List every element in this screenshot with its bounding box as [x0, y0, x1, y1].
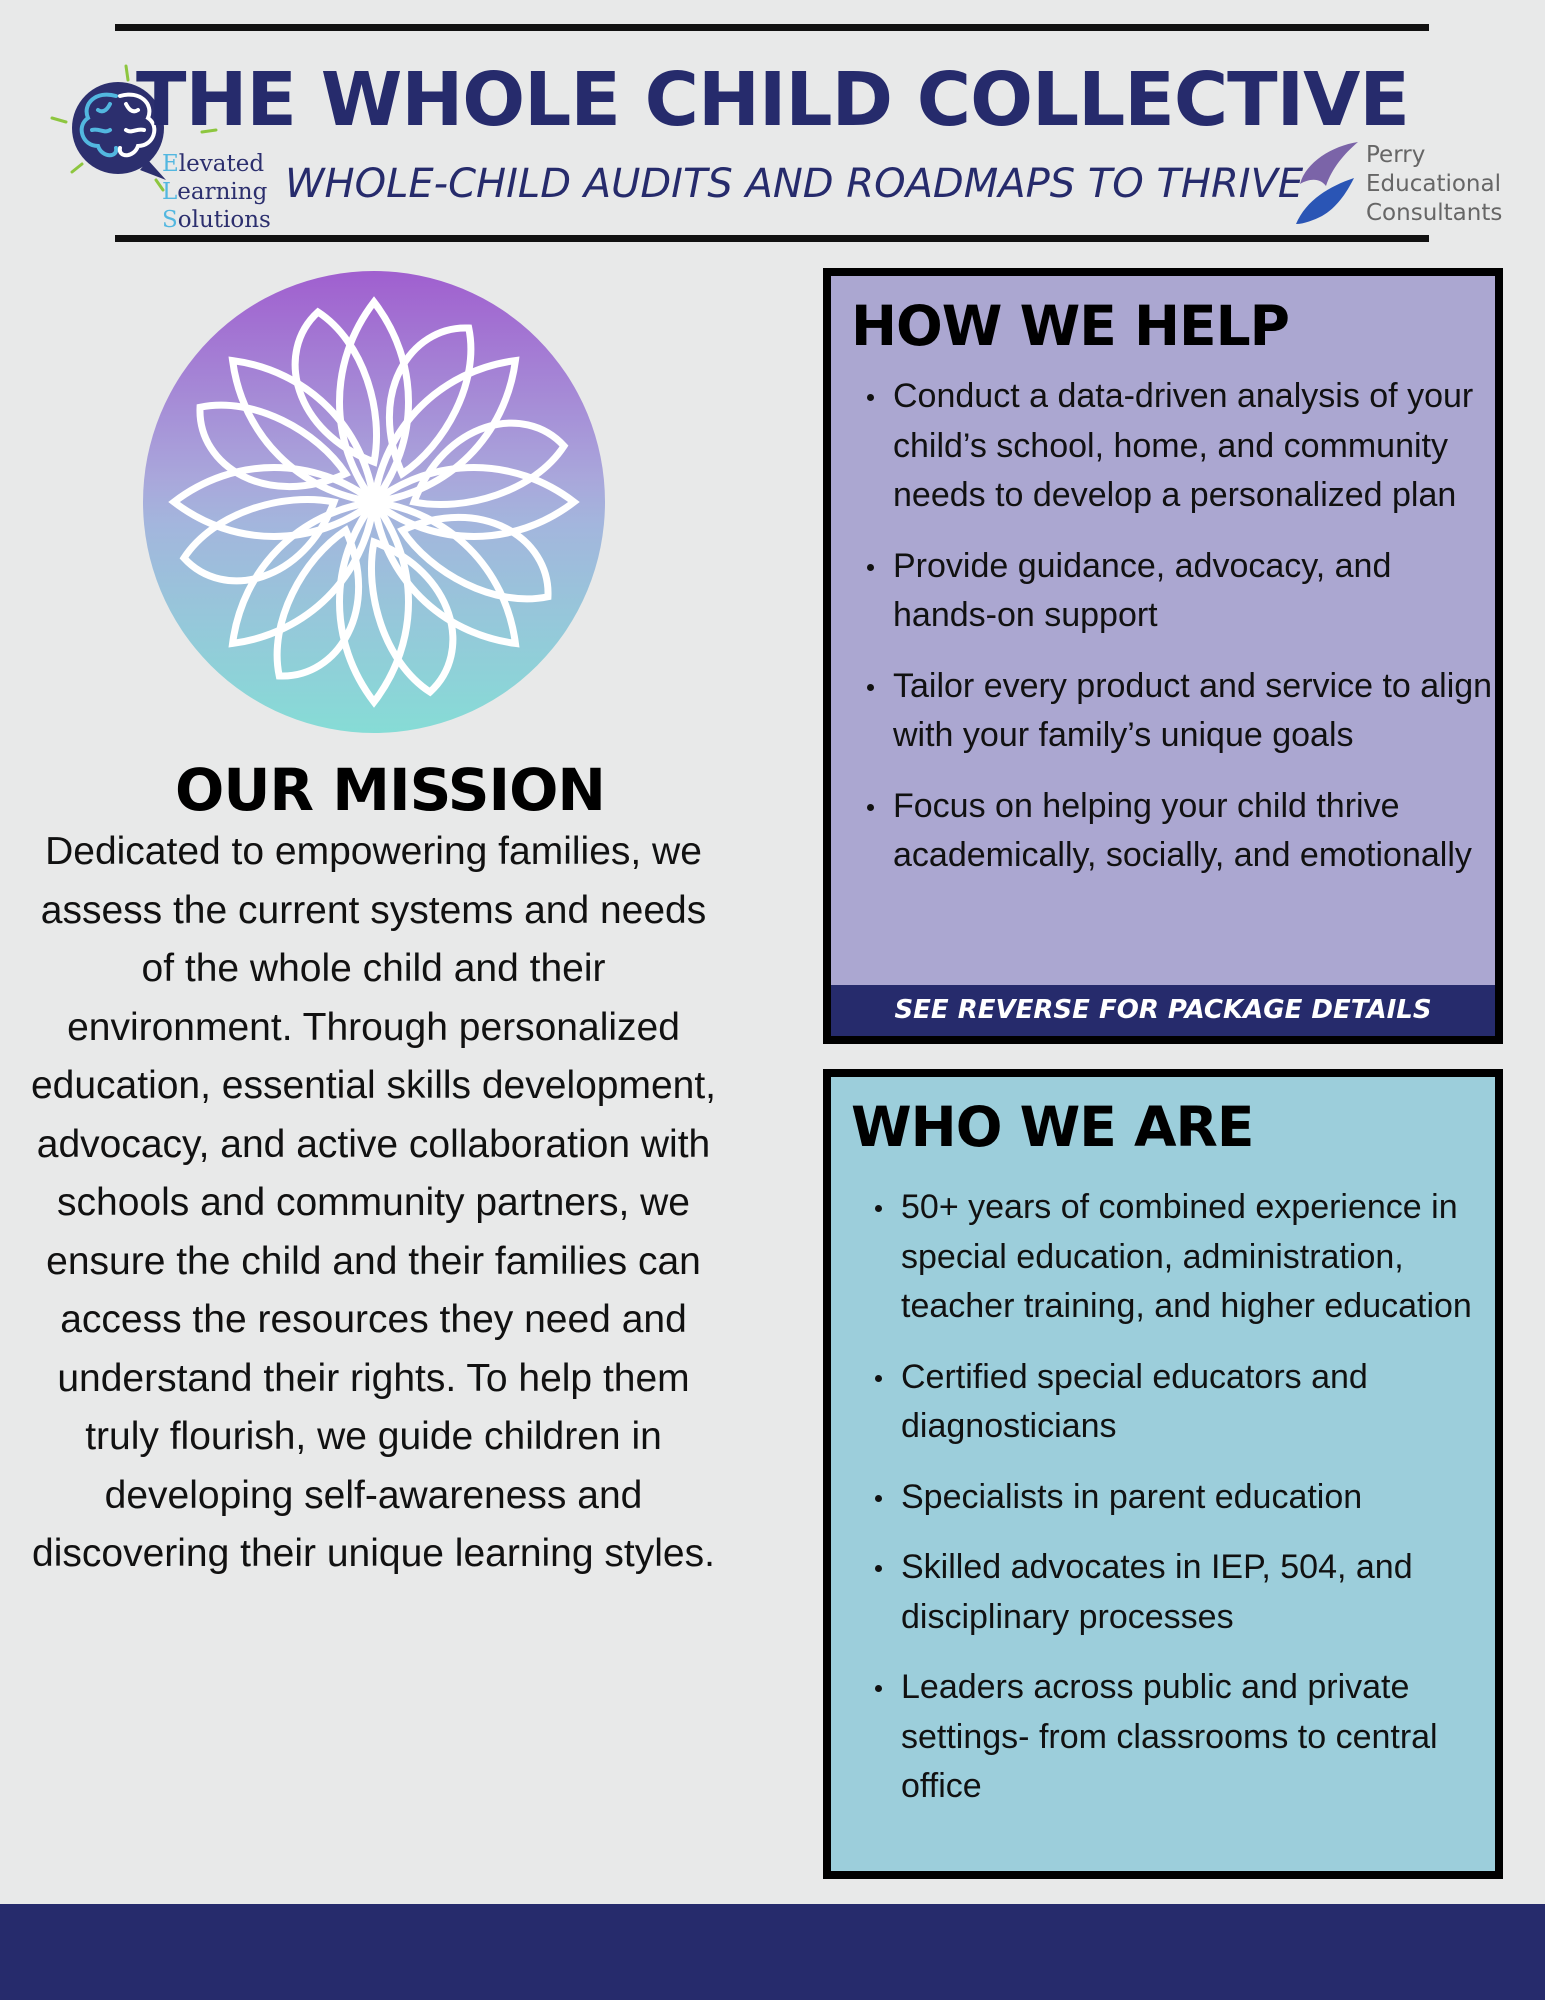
list-item: Provide guidance, advocacy, and hands-on support [893, 542, 1493, 641]
list-item: Tailor every product and service to align with your family’s unique goals [893, 662, 1493, 761]
who-we-are-title: WHO WE ARE [851, 1095, 1254, 1159]
how-we-help-title: HOW WE HELP [851, 294, 1289, 358]
perry-educational-consultants-wordmark: Perry Educational Consultants [1366, 142, 1503, 226]
how-we-help-box [823, 268, 1503, 1044]
page-title: THE WHOLE CHILD COLLECTIVE [136, 57, 1409, 143]
mission-title: OUR MISSION [175, 756, 605, 824]
how-we-help-list [831, 372, 1493, 902]
list-item: Conduct a data-driven analysis of your child’s school, home, and community needs to develop a personalized plan [893, 372, 1493, 521]
footer-bar [0, 1904, 1545, 2000]
list-item: 50+ years of combined experience in special education, administration, teacher training, and higher education [901, 1183, 1501, 1332]
flower-mandala-icon [143, 271, 605, 733]
package-details-banner: SEE REVERSE FOR PACKAGE DETAILS [831, 985, 1495, 1036]
header-top-rule [115, 24, 1429, 31]
elevated-learning-solutions-wordmark: Elevated Learning Solutions [162, 151, 271, 233]
list-item: Focus on helping your child thrive academically, socially, and emotionally [893, 782, 1493, 881]
page-subtitle: WHOLE-CHILD AUDITS AND ROADMAPS TO THRIVE [285, 161, 1304, 207]
who-we-are-box [823, 1069, 1503, 1879]
list-item: Specialists in parent education [901, 1473, 1501, 1523]
mission-body: Dedicated to empowering families, we assess the current systems and needs of the whole child and their environment. Through personalized education, essential skills development, advocacy, and active collaboration with schools and community partners, we ensure the child and their families can access the resources they need and understand their rights. To help them truly flourish, we guide children in developing self-awareness and discovering their unique learning styles. [30, 830, 717, 1575]
hands-logo-icon [1292, 138, 1362, 230]
list-item: Certified special educators and diagnosticians [901, 1353, 1501, 1452]
header-bottom-rule [115, 235, 1429, 242]
list-item: Leaders across public and private settings- from classrooms to central office [901, 1663, 1501, 1812]
list-item: Skilled advocates in IEP, 504, and disciplinary processes [901, 1543, 1501, 1642]
who-we-are-list [839, 1183, 1501, 1833]
